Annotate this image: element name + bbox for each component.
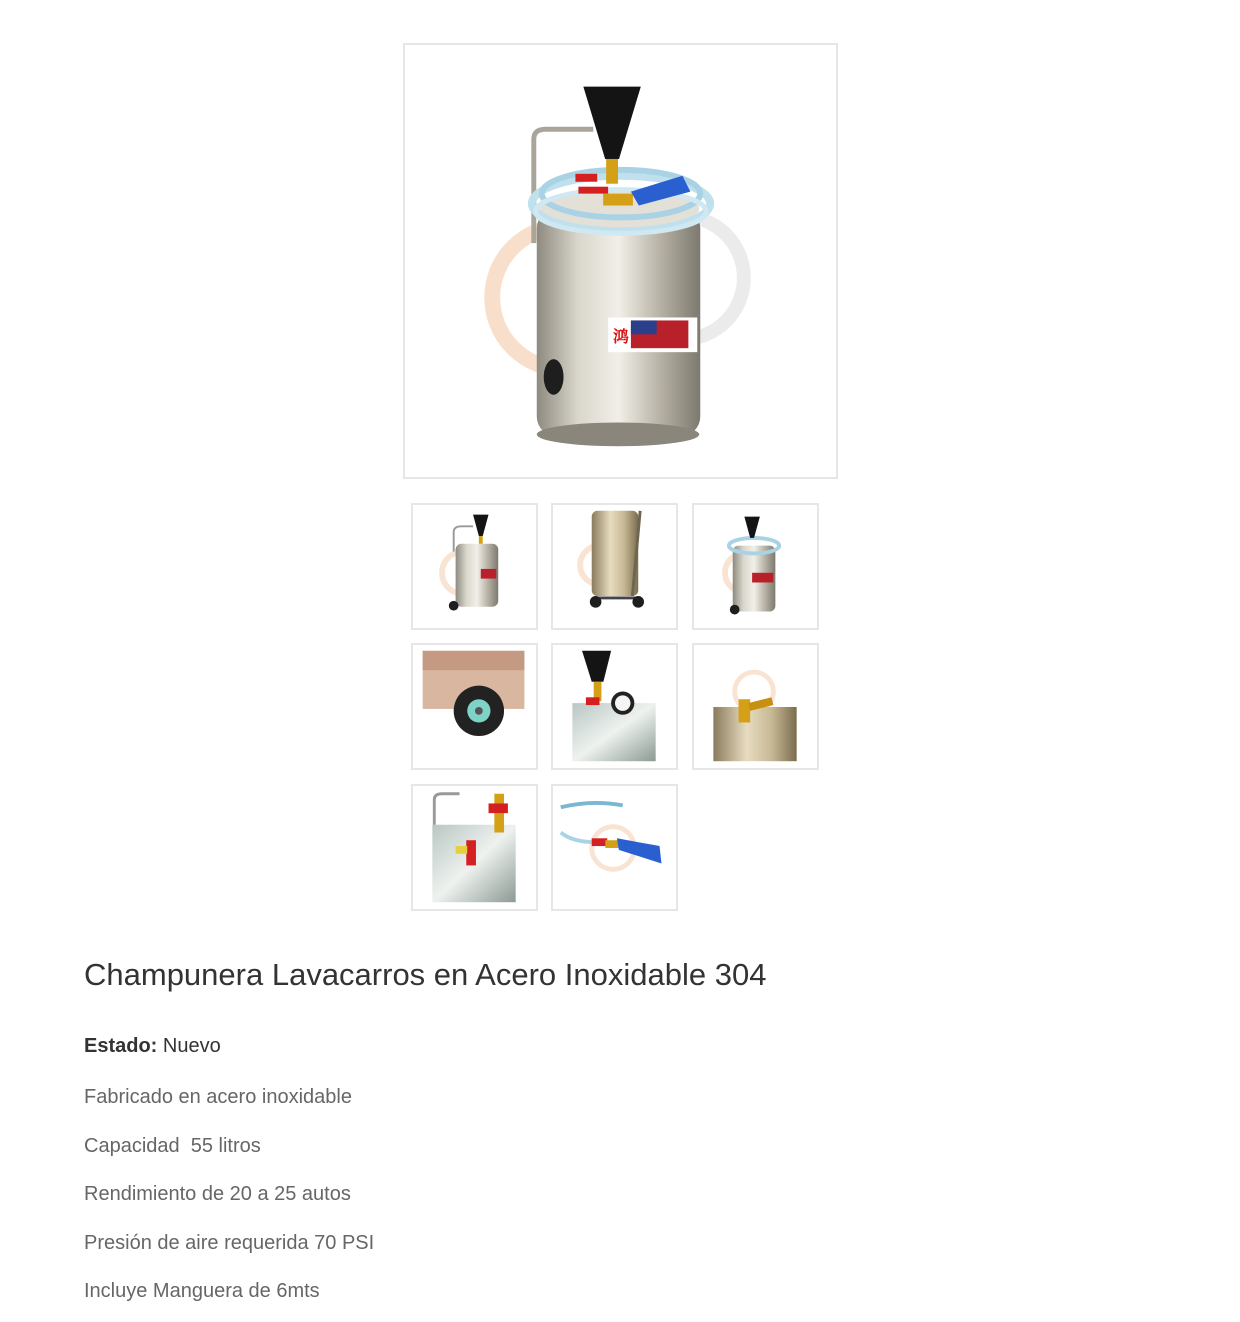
feature-capacity: Capacidad 55 litros (84, 1135, 261, 1157)
feature-air-pressure: Presión de aire requerida 70 PSI (84, 1232, 375, 1254)
thumbnail-brass-valve[interactable] (692, 643, 819, 770)
funnel-and-gauge-image (553, 645, 676, 768)
brass-valve-image (694, 645, 817, 768)
feature-material: Fabricado en acero inoxidable (84, 1086, 352, 1108)
product-main-image[interactable] (403, 43, 838, 479)
product-condition (84, 1035, 221, 1058)
tank-front-image (413, 505, 536, 628)
red-valve-image (413, 786, 536, 909)
feature-yield: Rendimiento de 20 a 25 autos (84, 1183, 351, 1205)
tank-with-funnel-and-hose-image (405, 45, 836, 477)
condition-label: Estado: (84, 1035, 158, 1057)
thumbnail-red-valve[interactable] (411, 784, 538, 911)
thumbnail-tank-front[interactable] (411, 503, 538, 630)
thumbnail-tank-side-on-cart[interactable] (551, 503, 678, 630)
product-title: Champunera Lavacarros en Acero Inoxidable 304 (84, 957, 767, 992)
thumbnail-blue-nozzle[interactable] (551, 784, 678, 911)
thumbnail-funnel-and-gauge[interactable] (551, 643, 678, 770)
wheel-closeup-image (413, 645, 536, 768)
tank-side-on-cart-image (553, 505, 676, 628)
svg-text:鸿: 鸿 (613, 327, 629, 347)
condition-value: Nuevo (162, 1035, 221, 1057)
feature-hose: Incluye Manguera de 6mts (84, 1280, 320, 1302)
blue-nozzle-image (553, 786, 676, 909)
thumbnail-tank-with-hose[interactable] (692, 503, 819, 630)
thumbnail-wheel-closeup[interactable] (411, 643, 538, 770)
tank-with-hose-image (694, 505, 817, 628)
